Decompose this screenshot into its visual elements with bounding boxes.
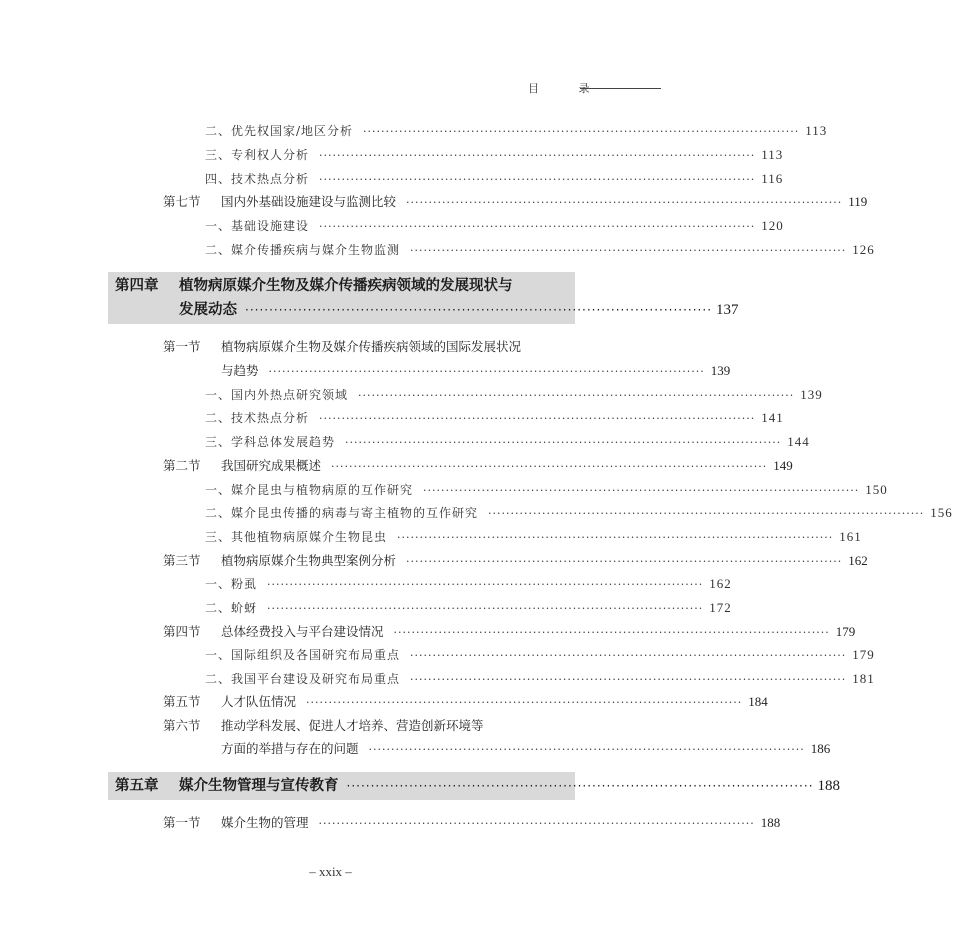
leader-dots: ································································································· (245, 303, 713, 317)
header-rule (580, 88, 661, 89)
section-title-cont: 与趋势 (221, 363, 259, 378)
section-title: 人才队伍情况 (221, 694, 297, 709)
toc-section[interactable] (163, 694, 768, 711)
toc-entry[interactable] (205, 147, 784, 164)
toc-entry[interactable] (205, 434, 810, 451)
toc-section[interactable] (163, 458, 793, 475)
toc-section-cont[interactable] (221, 363, 731, 380)
section-number: 第四节 (163, 624, 201, 639)
chapter-title-cont: 发展动态 (179, 302, 237, 318)
toc-entry[interactable] (205, 600, 732, 617)
toc-entry-page: 139 (800, 387, 823, 402)
toc-entry-title: 一、基础设施建设 (205, 219, 310, 233)
leader-dots: ································································································· (406, 555, 843, 568)
section-title-cont: 方面的举措与存在的问题 (221, 741, 359, 756)
leader-dots: ································································································· (319, 173, 756, 186)
leader-dots: ································································································· (306, 696, 743, 709)
toc-section[interactable] (163, 339, 567, 355)
leader-dots: ································································································· (363, 125, 800, 138)
section-title: 国内外基础设施建设与监测比较 (221, 194, 397, 209)
toc-entry-title: 一、粉虱 (205, 577, 258, 591)
toc-entry-title: 三、专利权人分析 (205, 148, 310, 162)
section-page: 179 (835, 624, 856, 639)
toc-entry-page: 162 (709, 576, 732, 591)
chapter-page: 188 (817, 778, 841, 794)
toc-entry-title: 四、技术热点分析 (205, 172, 310, 186)
leader-dots: ································································································· (397, 531, 834, 544)
page-number: – xxix – (309, 864, 352, 879)
toc-entry[interactable] (205, 529, 862, 546)
toc-entry-title: 一、国际组织及各国研究布局重点 (205, 648, 401, 662)
toc-section[interactable] (163, 624, 856, 641)
leader-dots: ································································································· (318, 817, 755, 830)
leader-dots: ································································································· (358, 389, 795, 402)
toc-entry[interactable] (205, 218, 784, 235)
header-label: 目 录 (528, 82, 608, 95)
chapter-title: 媒介生物管理与宣传教育 (179, 778, 339, 794)
section-title: 推动学科发展、促进人才培养、营造创新环境等 (221, 718, 484, 733)
leader-dots: ································································································· (393, 626, 830, 639)
toc-entry-page: 161 (839, 529, 862, 544)
toc-entry-page: 156 (930, 505, 953, 520)
leader-dots: ································································································· (331, 460, 768, 473)
toc-entry-title: 三、其他植物病原媒介生物昆虫 (205, 530, 388, 544)
section-title: 植物病原媒介生物及媒介传播疾病领域的国际发展状况 (221, 339, 522, 354)
toc-entry-page: 172 (709, 600, 732, 615)
leader-dots: ································································································· (319, 149, 756, 162)
section-page: 119 (848, 194, 868, 209)
toc-entry[interactable] (205, 482, 888, 499)
toc-entry[interactable] (205, 387, 823, 404)
section-number: 第三节 (163, 553, 201, 568)
section-title: 我国研究成果概述 (221, 458, 322, 473)
running-header (520, 78, 661, 98)
toc-entry-page: 141 (761, 410, 784, 425)
toc-entry-title: 二、优先权国家/地区分析 (205, 124, 354, 138)
toc-entry-page: 113 (761, 147, 784, 162)
toc-entry-title: 二、我国平台建设及研究布局重点 (205, 672, 401, 686)
chapter-title-line1[interactable]: 植物病原媒介生物及媒介传播疾病领域的发展现状与 (179, 278, 513, 294)
chapter-title-line[interactable] (179, 776, 841, 796)
section-number: 第七节 (163, 194, 201, 209)
toc-entry[interactable] (205, 647, 875, 664)
toc-entry-page: 179 (852, 647, 875, 662)
toc-entry-page: 150 (865, 482, 888, 497)
section-number: 第一节 (163, 815, 201, 830)
leader-dots: ································································································· (319, 412, 756, 425)
leader-dots: ································································································· (267, 578, 704, 591)
toc-entry-page: 181 (852, 671, 875, 686)
toc-entry[interactable] (205, 410, 784, 427)
section-title: 媒介生物的管理 (221, 815, 309, 830)
leader-dots: ································································································· (410, 673, 847, 686)
chapter-title-line2[interactable] (179, 300, 739, 320)
toc-entry-page: 116 (761, 171, 784, 186)
toc-section[interactable] (163, 194, 868, 211)
section-number: 第二节 (163, 458, 201, 473)
toc-entry-title: 二、技术热点分析 (205, 411, 310, 425)
toc-entry[interactable] (205, 505, 953, 522)
toc-entry-title: 二、媒介传播疾病与媒介生物监测 (205, 243, 401, 257)
section-page: 186 (810, 741, 831, 756)
toc-section-cont[interactable] (221, 741, 831, 758)
section-page: 162 (848, 553, 868, 568)
leader-dots: ································································································· (267, 602, 704, 615)
chapter-number: 第四章 (115, 278, 159, 294)
section-title: 植物病原媒介生物典型案例分析 (221, 553, 397, 568)
leader-dots: ································································································· (345, 436, 782, 449)
leader-dots: ································································································· (488, 507, 925, 520)
toc-entry[interactable] (205, 671, 875, 688)
section-page: 139 (710, 363, 731, 378)
toc-entry-page: 113 (805, 123, 828, 138)
chapter-number: 第五章 (115, 778, 159, 794)
toc-entry[interactable] (205, 576, 732, 593)
toc-entry[interactable] (205, 171, 784, 188)
toc-entry[interactable] (205, 242, 875, 259)
section-title: 总体经费投入与平台建设情况 (221, 624, 384, 639)
toc-section[interactable] (163, 553, 868, 570)
toc-entry-title: 一、国内外热点研究领域 (205, 388, 349, 402)
chapter-page: 137 (716, 302, 739, 318)
toc-entry-title: 二、媒介昆虫传播的病毒与寄主植物的互作研究 (205, 506, 479, 520)
leader-dots: ································································································· (406, 196, 843, 209)
leader-dots: ································································································· (319, 220, 756, 233)
toc-entry-page: 126 (852, 242, 875, 257)
toc-entry[interactable] (205, 123, 828, 140)
section-number: 第一节 (163, 339, 201, 354)
section-page: 184 (748, 694, 768, 709)
leader-dots: ································································································· (346, 779, 814, 793)
leader-dots: ································································································· (410, 244, 847, 257)
leader-dots: ································································································· (410, 649, 847, 662)
leader-dots: ································································································· (368, 743, 805, 756)
leader-dots: ································································································· (423, 484, 860, 497)
section-page: 149 (773, 458, 793, 473)
toc-entry-page: 120 (761, 218, 784, 233)
toc-entry-title: 二、蚧蚜 (205, 601, 258, 615)
toc-section[interactable] (163, 718, 567, 734)
leader-dots: ································································································· (268, 365, 705, 378)
toc-section[interactable] (163, 815, 781, 832)
toc-entry-page: 144 (787, 434, 810, 449)
toc-entry-title: 三、学科总体发展趋势 (205, 435, 336, 449)
section-number: 第六节 (163, 718, 201, 733)
section-number: 第五节 (163, 694, 201, 709)
section-page: 188 (760, 815, 781, 830)
toc-entry-title: 一、媒介昆虫与植物病原的互作研究 (205, 483, 414, 497)
